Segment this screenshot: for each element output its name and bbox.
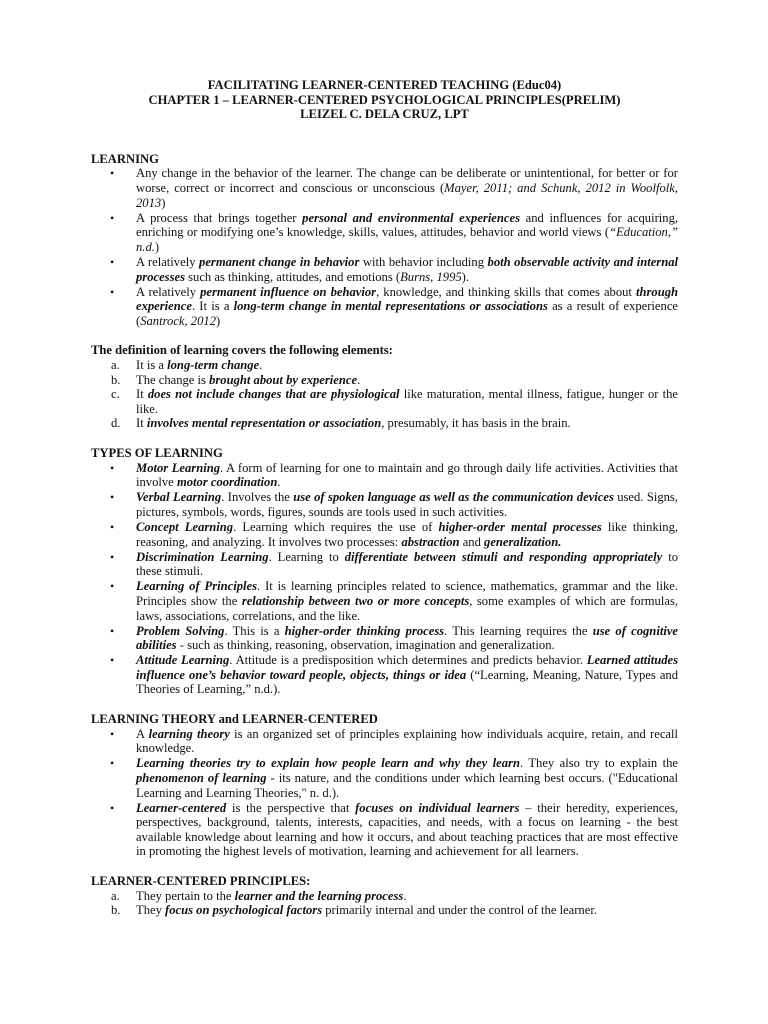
type-motor-learning: • Motor Learning. A form of learning for one to maintain and go through daily life activities. Activities that involve motor coordination. bbox=[91, 461, 678, 490]
definition-list bbox=[91, 358, 678, 431]
type-concept-learning: • Concept Learning. Learning which requires the use of higher-order mental processes like thinking, reasoning, and analyzing. It involves two processes: abstraction and generalization. bbox=[91, 520, 678, 549]
author-name: LEIZEL C. DELA CRUZ, LPT bbox=[300, 107, 469, 122]
type-learning-of-principles: • Learning of Principles. It is learning principles related to science, mathematics, grammar and the like. Principles show the relationship between two or more concepts, some examples of which are formulas, laws, associations, correlations, and the like. bbox=[91, 579, 678, 623]
learning-bullet: • A relatively permanent change in behavior with behavior including both observable activity and internal processes such as thinking, attitudes, and emotions (Burns, 1995). bbox=[91, 255, 678, 284]
type-problem-solving: • Problem Solving. This is a higher-order thinking process. This learning requires the use of cognitive abilities - such as thinking, reasoning, observation, imagination and generalization. bbox=[91, 624, 678, 653]
principles-list bbox=[91, 889, 678, 918]
definition-item: a. It is a long-term change. bbox=[111, 358, 263, 372]
section-heading-definition: The definition of learning covers the following elements: bbox=[91, 343, 393, 358]
learning-bullet: • Any change in the behavior of the learner. The change can be deliberate or unintentional, for better or for worse, correct or incorrect and conscious or unconscious (Mayer, 2011; and Schunk, 2012 in Woolfolk, 2013) bbox=[91, 166, 678, 210]
type-verbal-learning: • Verbal Learning. Involves the use of spoken language as well as the communication devices used. Signs, pictures, symbols, words, figures, sounds are tools used in such activities. bbox=[91, 490, 678, 519]
types-bullet-list bbox=[91, 461, 678, 698]
section-heading-principles: LEARNER-CENTERED PRINCIPLES: bbox=[91, 874, 311, 888]
type-discrimination-learning: • Discrimination Learning. Learning to differentiate between stimuli and responding appropriately to these stimuli. bbox=[91, 550, 678, 579]
learning-bullet-list bbox=[91, 166, 678, 328]
learning-bullet: • A relatively permanent influence on behavior, knowledge, and thinking skills that comes about through experience. It is a long-term change in mental representations or associations as a result of experience (Santrock, 2012) bbox=[91, 285, 678, 329]
section-heading-learning: LEARNING bbox=[91, 151, 159, 166]
principle-item: a. They pertain to the learner and the learning process. bbox=[111, 888, 407, 903]
chapter-title: CHAPTER 1 – LEARNER-CENTERED PSYCHOLOGICAL PRINCIPLES(PRELIM) bbox=[148, 92, 621, 107]
learning-bullet: • A process that brings together personal and environmental experiences and influences for acquiring, enriching or modifying one’s knowledge, skills, values, attitudes, behavior and world views (“Education,” n.d.) bbox=[91, 211, 678, 255]
section-heading-types: TYPES OF LEARNING bbox=[91, 445, 223, 460]
type-attitude-learning: • Attitude Learning. Attitude is a predisposition which determines and predicts behavior. Learned attitudes influence one’s behavior toward people, objects, things or idea (“Learning, Meaning, Nature, Types and Theories of Learning,” n.d.). bbox=[91, 653, 678, 697]
theory-bullet-list bbox=[91, 727, 678, 859]
theory-bullet: • Learning theories try to explain how people learn and why they learn. They also try to explain the phenomenon of learning - its nature, and the conditions under which learning best occurs. ("Educational Learning and Learning Theories," n. d.). bbox=[91, 756, 678, 800]
principle-item: b. They focus on psychological factors primarily internal and under the control of the learner. bbox=[111, 903, 597, 918]
definition-item: d. It involves mental representation or association, presumably, it has basis in the brain. bbox=[111, 416, 571, 431]
document-header bbox=[91, 78, 678, 122]
definition-item: c. It does not include changes that are physiological like maturation, mental illness, fatigue, hunger or the like. bbox=[111, 387, 679, 416]
course-title: FACILITATING LEARNER-CENTERED TEACHING (Educ04) bbox=[207, 78, 562, 92]
theory-bullet: • A learning theory is an organized set of principles explaining how individuals acquire, retain, and recall knowledge. bbox=[91, 727, 678, 756]
definition-item: b. The change is brought about by experience. bbox=[111, 372, 361, 387]
section-heading-theory: LEARNING THEORY and LEARNER-CENTERED bbox=[91, 712, 378, 727]
theory-bullet: • Learner-centered is the perspective that focuses on individual learners – their heredity, experiences, perspectives, background, talents, interests, capacities, and needs, with a focus on learning - the best available knowledge about learning and how it occurs, and about teaching practices that are most effective in promoting the highest levels of motivation, learning and achievement for all learners. bbox=[91, 801, 678, 859]
